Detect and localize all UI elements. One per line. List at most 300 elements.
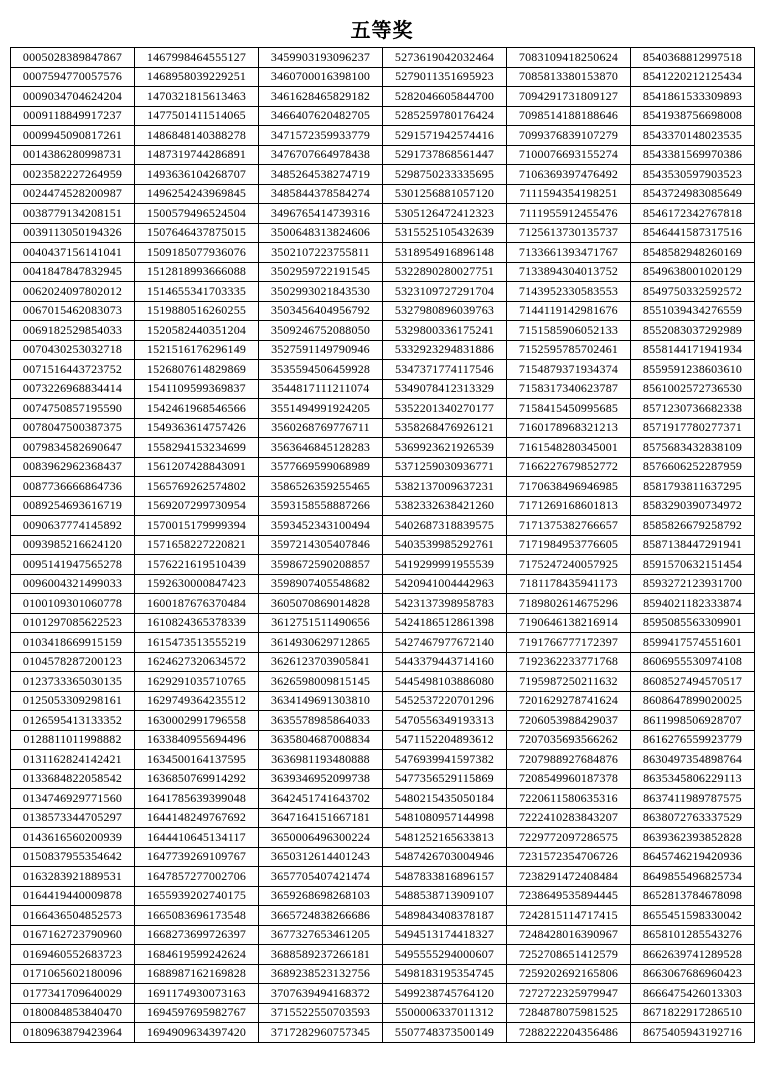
number-cell: 3626598009815145 (259, 672, 383, 692)
number-cell: 1565769262574802 (135, 477, 259, 497)
number-cell: 0090637774145892 (11, 516, 135, 536)
number-cell: 5298750233335695 (383, 165, 507, 185)
number-cell: 1549363614757426 (135, 418, 259, 438)
number-cell: 1487319744286891 (135, 145, 259, 165)
table-row (11, 574, 755, 594)
table-row (11, 925, 755, 945)
number-cell: 5488538713909107 (383, 886, 507, 906)
number-cell: 8549750332592572 (631, 282, 755, 302)
number-cell: 8559591238603610 (631, 360, 755, 380)
number-cell: 1468958039229251 (135, 67, 259, 87)
number-cell: 7229772097286575 (507, 828, 631, 848)
number-cell: 5443379443714160 (383, 652, 507, 672)
table-row (11, 984, 755, 1004)
number-cell: 8541220212125434 (631, 67, 755, 87)
number-cell: 1691174930073163 (135, 984, 259, 1004)
number-cell: 7189802614675296 (507, 594, 631, 614)
number-cell: 8540368812997518 (631, 48, 755, 68)
number-cell: 1688987162169828 (135, 964, 259, 984)
number-cell: 5369923621926539 (383, 438, 507, 458)
number-cell: 0005028389847867 (11, 48, 135, 68)
number-cell: 8549638001020129 (631, 262, 755, 282)
number-cell: 7111594354198251 (507, 184, 631, 204)
number-cell: 5282046605844700 (383, 87, 507, 107)
number-cell: 1569207299730954 (135, 496, 259, 516)
number-cell: 0089254693616719 (11, 496, 135, 516)
number-cell: 0177341709640029 (11, 984, 135, 1004)
table-row (11, 223, 755, 243)
number-cell: 7195987250211632 (507, 672, 631, 692)
number-cell: 3502993021843530 (259, 282, 383, 302)
number-cell: 1542461968546566 (135, 399, 259, 419)
number-cell: 1509185077936076 (135, 243, 259, 263)
number-cell: 3639346952099738 (259, 769, 383, 789)
number-cell: 3636981193480888 (259, 750, 383, 770)
number-cell: 1647857277002706 (135, 867, 259, 887)
number-cell: 1655939202740175 (135, 886, 259, 906)
number-cell: 8591570632151454 (631, 555, 755, 575)
number-cell: 0096004321499033 (11, 574, 135, 594)
number-cell: 1641785639399048 (135, 789, 259, 809)
number-cell: 5427467977672140 (383, 633, 507, 653)
table-row (11, 516, 755, 536)
number-cell: 8671822917286510 (631, 1003, 755, 1023)
table-row (11, 652, 755, 672)
number-cell: 8608527494570517 (631, 672, 755, 692)
number-cell: 1541109599369837 (135, 379, 259, 399)
number-cell: 5495555294000607 (383, 945, 507, 965)
table-row (11, 730, 755, 750)
number-cell: 1630002991796558 (135, 711, 259, 731)
number-cell: 0009945090817261 (11, 126, 135, 146)
number-cell: 8611998506928707 (631, 711, 755, 731)
number-cell: 3586526359255465 (259, 477, 383, 497)
table-row (11, 672, 755, 692)
number-cell: 0014386280998731 (11, 145, 135, 165)
table-row (11, 711, 755, 731)
number-cell: 0093985216624120 (11, 535, 135, 555)
table-row (11, 613, 755, 633)
table-row (11, 262, 755, 282)
number-cell: 1636850769914292 (135, 769, 259, 789)
number-cell: 3689238523132756 (259, 964, 383, 984)
table-row (11, 360, 755, 380)
number-cell: 0024474528200987 (11, 184, 135, 204)
table-row (11, 301, 755, 321)
number-cell: 3509246752088050 (259, 321, 383, 341)
number-cell: 0041847847832945 (11, 262, 135, 282)
number-cell: 1592630000847423 (135, 574, 259, 594)
number-cell: 7161548280345001 (507, 438, 631, 458)
table-row (11, 594, 755, 614)
number-cell: 5349078412313329 (383, 379, 507, 399)
number-cell: 5318954916896148 (383, 243, 507, 263)
number-cell: 7220611580635316 (507, 789, 631, 809)
table-row (11, 769, 755, 789)
number-cell: 7242815114717415 (507, 906, 631, 926)
number-cell: 1668273699726397 (135, 925, 259, 945)
number-cell: 7106369397476492 (507, 165, 631, 185)
number-cell: 0040437156141041 (11, 243, 135, 263)
number-cell: 3635804687008834 (259, 730, 383, 750)
table-row (11, 477, 755, 497)
number-cell: 7259202692165806 (507, 964, 631, 984)
number-cell: 8548582948260169 (631, 243, 755, 263)
number-cell: 3647164151667181 (259, 808, 383, 828)
number-cell: 7206053988429037 (507, 711, 631, 731)
number-cell: 7166227679852772 (507, 457, 631, 477)
number-cell: 7272722325979947 (507, 984, 631, 1004)
number-cell: 1561207428843091 (135, 457, 259, 477)
number-cell: 3466407620482705 (259, 106, 383, 126)
table-row (11, 964, 755, 984)
number-cell: 0079834582690647 (11, 438, 135, 458)
table-row (11, 789, 755, 809)
number-cell: 0087736666864736 (11, 477, 135, 497)
number-cell: 1629749364235512 (135, 691, 259, 711)
number-cell: 5487833816896157 (383, 867, 507, 887)
number-cell: 8541938756698008 (631, 106, 755, 126)
number-cell: 1519880516260255 (135, 301, 259, 321)
number-cell: 3500648313824606 (259, 223, 383, 243)
table-row (11, 633, 755, 653)
number-cell: 5445498103886080 (383, 672, 507, 692)
number-cell: 0150837955354642 (11, 847, 135, 867)
number-cell: 5476939941597382 (383, 750, 507, 770)
number-cell: 0180084853840470 (11, 1003, 135, 1023)
table-row (11, 555, 755, 575)
number-cell: 1470321815613463 (135, 87, 259, 107)
number-cell: 7158317340623787 (507, 379, 631, 399)
number-cell: 1610824365378339 (135, 613, 259, 633)
number-cell: 1467998464555127 (135, 48, 259, 68)
number-cell: 3460700016398100 (259, 67, 383, 87)
table-row (11, 87, 755, 107)
number-cell: 5371259030936771 (383, 457, 507, 477)
number-cell: 7111955912455476 (507, 204, 631, 224)
number-cell: 3715522550703593 (259, 1003, 383, 1023)
number-cell: 3665724838266686 (259, 906, 383, 926)
number-cell: 1634500164137595 (135, 750, 259, 770)
number-cell: 0125053309298161 (11, 691, 135, 711)
number-cell: 3560268769776711 (259, 418, 383, 438)
number-cell: 3605070869014828 (259, 594, 383, 614)
number-cell: 3659268698268103 (259, 886, 383, 906)
number-cell: 3650006496300224 (259, 828, 383, 848)
number-cell: 7222410283843207 (507, 808, 631, 828)
number-cell: 0138573344705297 (11, 808, 135, 828)
number-cell: 5322890280027751 (383, 262, 507, 282)
table-row (11, 340, 755, 360)
number-cell: 5499238745764120 (383, 984, 507, 1004)
number-cell: 3527591149790946 (259, 340, 383, 360)
number-cell: 8543724983085649 (631, 184, 755, 204)
number-cell: 3544817111211074 (259, 379, 383, 399)
number-cell: 5329800336175241 (383, 321, 507, 341)
number-cell: 7192362233771768 (507, 652, 631, 672)
number-cell: 5477356529115869 (383, 769, 507, 789)
number-cell: 8638072763337529 (631, 808, 755, 828)
number-cell: 8630497354898764 (631, 750, 755, 770)
winning-numbers-table (10, 47, 755, 1043)
number-cell: 3485844378584274 (259, 184, 383, 204)
number-cell: 8571230736682338 (631, 399, 755, 419)
number-cell: 8543370148023535 (631, 126, 755, 146)
number-cell: 1526807614829869 (135, 360, 259, 380)
number-cell: 5470556349193313 (383, 711, 507, 731)
number-cell: 3563646845128283 (259, 438, 383, 458)
number-cell: 0171065602180096 (11, 964, 135, 984)
number-cell: 8546441587317516 (631, 223, 755, 243)
number-cell: 5291571942574416 (383, 126, 507, 146)
table-row (11, 691, 755, 711)
table-row (11, 457, 755, 477)
number-cell: 0039113050194326 (11, 223, 135, 243)
number-cell: 1571658227220821 (135, 535, 259, 555)
number-cell: 8585826679258792 (631, 516, 755, 536)
number-cell: 7152595785702461 (507, 340, 631, 360)
number-cell: 3677327653461205 (259, 925, 383, 945)
number-cell: 7143952330583553 (507, 282, 631, 302)
table-row (11, 379, 755, 399)
table-row (11, 126, 755, 146)
number-cell: 3612751511490656 (259, 613, 383, 633)
number-cell: 0169460552683723 (11, 945, 135, 965)
table-row (11, 496, 755, 516)
number-cell: 0123733365030135 (11, 672, 135, 692)
number-cell: 7238649535894445 (507, 886, 631, 906)
number-cell: 5480215435050184 (383, 789, 507, 809)
number-cell: 1520582440351204 (135, 321, 259, 341)
number-cell: 8639362393852828 (631, 828, 755, 848)
number-cell: 5273619042032464 (383, 48, 507, 68)
number-cell: 8561002572736530 (631, 379, 755, 399)
table-row (11, 204, 755, 224)
number-cell: 8645746219420936 (631, 847, 755, 867)
table-row (11, 828, 755, 848)
number-cell: 7208549960187378 (507, 769, 631, 789)
number-cell: 0167162723790960 (11, 925, 135, 945)
number-cell: 8595085563309901 (631, 613, 755, 633)
number-cell: 0126595413133352 (11, 711, 135, 731)
number-cell: 5420941004442963 (383, 574, 507, 594)
number-cell: 5347371774117546 (383, 360, 507, 380)
number-cell: 0104578287200123 (11, 652, 135, 672)
number-cell: 7288222204356486 (507, 1023, 631, 1043)
number-cell: 0070430253032718 (11, 340, 135, 360)
number-cell: 7201629278741624 (507, 691, 631, 711)
number-cell: 7151585906052133 (507, 321, 631, 341)
number-cell: 3551494991924205 (259, 399, 383, 419)
number-cell: 5332923294831886 (383, 340, 507, 360)
number-cell: 3503456404956792 (259, 301, 383, 321)
number-cell: 8655451598330042 (631, 906, 755, 926)
number-cell: 8637411989787575 (631, 789, 755, 809)
number-cell: 7094291731809127 (507, 87, 631, 107)
number-cell: 0128811011998882 (11, 730, 135, 750)
number-cell: 5419299991955539 (383, 555, 507, 575)
number-cell: 1521516176296149 (135, 340, 259, 360)
number-cell: 1629291035710765 (135, 672, 259, 692)
number-cell: 1514655341703335 (135, 282, 259, 302)
number-cell: 3593158558887266 (259, 496, 383, 516)
number-cell: 3650312614401243 (259, 847, 383, 867)
table-row (11, 145, 755, 165)
number-cell: 8552083037292989 (631, 321, 755, 341)
number-cell: 1644410645134117 (135, 828, 259, 848)
number-cell: 8662639741289528 (631, 945, 755, 965)
number-cell: 1647739269109767 (135, 847, 259, 867)
number-cell: 1496254243969845 (135, 184, 259, 204)
number-cell: 3461628465829182 (259, 87, 383, 107)
number-cell: 7083109418250624 (507, 48, 631, 68)
number-cell: 7099376839107279 (507, 126, 631, 146)
number-cell: 7207035693566262 (507, 730, 631, 750)
table-row (11, 945, 755, 965)
number-cell: 0062024097802012 (11, 282, 135, 302)
number-cell: 3535594506459928 (259, 360, 383, 380)
number-cell: 3597214305407846 (259, 535, 383, 555)
number-cell: 7170638496946985 (507, 477, 631, 497)
number-cell: 5500006337011312 (383, 1003, 507, 1023)
number-cell: 3635578985864033 (259, 711, 383, 731)
number-cell: 7238291472408484 (507, 867, 631, 887)
table-row (11, 1003, 755, 1023)
number-cell: 5305126472412323 (383, 204, 507, 224)
table-row (11, 1023, 755, 1043)
table-row (11, 906, 755, 926)
number-cell: 5279011351695923 (383, 67, 507, 87)
number-cell: 5487426703004946 (383, 847, 507, 867)
number-cell: 3642451741643702 (259, 789, 383, 809)
number-cell: 8675405943192716 (631, 1023, 755, 1043)
number-cell: 1694597695982767 (135, 1003, 259, 1023)
number-cell: 0038779134208151 (11, 204, 135, 224)
number-cell: 1624627320634572 (135, 652, 259, 672)
number-cell: 0164419440009878 (11, 886, 135, 906)
number-cell: 7100076693155274 (507, 145, 631, 165)
number-cell: 0100109301060778 (11, 594, 135, 614)
number-cell: 1615473513555219 (135, 633, 259, 653)
table-row (11, 886, 755, 906)
number-cell: 3598907405548682 (259, 574, 383, 594)
number-cell: 7231572354706726 (507, 847, 631, 867)
number-cell: 0009034704624204 (11, 87, 135, 107)
number-cell: 3717282960757345 (259, 1023, 383, 1043)
number-cell: 8616276559923779 (631, 730, 755, 750)
number-cell: 7171375382766657 (507, 516, 631, 536)
number-cell: 0074750857195590 (11, 399, 135, 419)
number-cell: 0073226968834414 (11, 379, 135, 399)
number-cell: 5481252165633813 (383, 828, 507, 848)
number-cell: 0095141947565278 (11, 555, 135, 575)
table-row (11, 48, 755, 68)
number-cell: 8543530597903523 (631, 165, 755, 185)
number-cell: 7133894304013752 (507, 262, 631, 282)
number-cell: 8575683432838109 (631, 438, 755, 458)
number-cell: 1507646437875015 (135, 223, 259, 243)
number-cell: 8581793811637295 (631, 477, 755, 497)
number-cell: 7133661393471767 (507, 243, 631, 263)
number-cell: 1694909634397420 (135, 1023, 259, 1043)
number-cell: 0078047500387375 (11, 418, 135, 438)
number-cell: 8571917780277371 (631, 418, 755, 438)
number-cell: 3593452343100494 (259, 516, 383, 536)
number-cell: 5498183195354745 (383, 964, 507, 984)
number-cell: 7171984953776605 (507, 535, 631, 555)
number-cell: 7154879371934374 (507, 360, 631, 380)
number-cell: 0134746929771560 (11, 789, 135, 809)
table-row (11, 438, 755, 458)
number-cell: 5291737868561447 (383, 145, 507, 165)
number-cell: 3598672590208857 (259, 555, 383, 575)
table-row (11, 67, 755, 87)
number-cell: 8663067686960423 (631, 964, 755, 984)
number-cell: 8608647899020025 (631, 691, 755, 711)
number-cell: 3657705407421474 (259, 867, 383, 887)
number-cell: 0143616560200939 (11, 828, 135, 848)
number-cell: 0103418669915159 (11, 633, 135, 653)
number-cell: 5423137398958783 (383, 594, 507, 614)
number-cell: 3688589237266181 (259, 945, 383, 965)
number-cell: 7190646138216914 (507, 613, 631, 633)
number-cell: 8583290390734972 (631, 496, 755, 516)
table-row (11, 808, 755, 828)
number-cell: 3459903193096237 (259, 48, 383, 68)
number-cell: 8649855496825734 (631, 867, 755, 887)
number-cell: 5352201340270177 (383, 399, 507, 419)
number-cell: 3502107223755811 (259, 243, 383, 263)
number-cell: 1570015179999394 (135, 516, 259, 536)
number-cell: 1558294153234699 (135, 438, 259, 458)
number-cell: 0083962962368437 (11, 457, 135, 477)
number-cell: 1477501411514065 (135, 106, 259, 126)
table-row (11, 750, 755, 770)
number-cell: 8606955530974108 (631, 652, 755, 672)
number-cell: 5471152204893612 (383, 730, 507, 750)
number-cell: 5315525105432639 (383, 223, 507, 243)
number-cell: 1486848140388278 (135, 126, 259, 146)
number-cell: 0180963879423964 (11, 1023, 135, 1043)
number-cell: 3626123703905841 (259, 652, 383, 672)
table-row (11, 282, 755, 302)
table-row (11, 867, 755, 887)
number-cell: 5285259780176424 (383, 106, 507, 126)
number-cell: 7175247240057925 (507, 555, 631, 575)
number-cell: 5481080957144998 (383, 808, 507, 828)
number-cell: 3502959722191545 (259, 262, 383, 282)
page-title: 五等奖 (350, 18, 414, 42)
number-cell: 5327980896039763 (383, 301, 507, 321)
number-cell: 1576221619510439 (135, 555, 259, 575)
number-cell: 1633840955694496 (135, 730, 259, 750)
number-cell: 8658101285543276 (631, 925, 755, 945)
number-cell: 5323109727291704 (383, 282, 507, 302)
number-cell: 7098514188188646 (507, 106, 631, 126)
table-row (11, 399, 755, 419)
number-cell: 8543381569970386 (631, 145, 755, 165)
number-cell: 0166436504852573 (11, 906, 135, 926)
number-cell: 8541861533309893 (631, 87, 755, 107)
number-cell: 5382137009637231 (383, 477, 507, 497)
number-cell: 3577669599068989 (259, 457, 383, 477)
table-row (11, 535, 755, 555)
number-cell: 7125613730135737 (507, 223, 631, 243)
number-cell: 3471572359933779 (259, 126, 383, 146)
number-cell: 7248428016390967 (507, 925, 631, 945)
number-cell: 1600187676370484 (135, 594, 259, 614)
number-cell: 3485264538274719 (259, 165, 383, 185)
